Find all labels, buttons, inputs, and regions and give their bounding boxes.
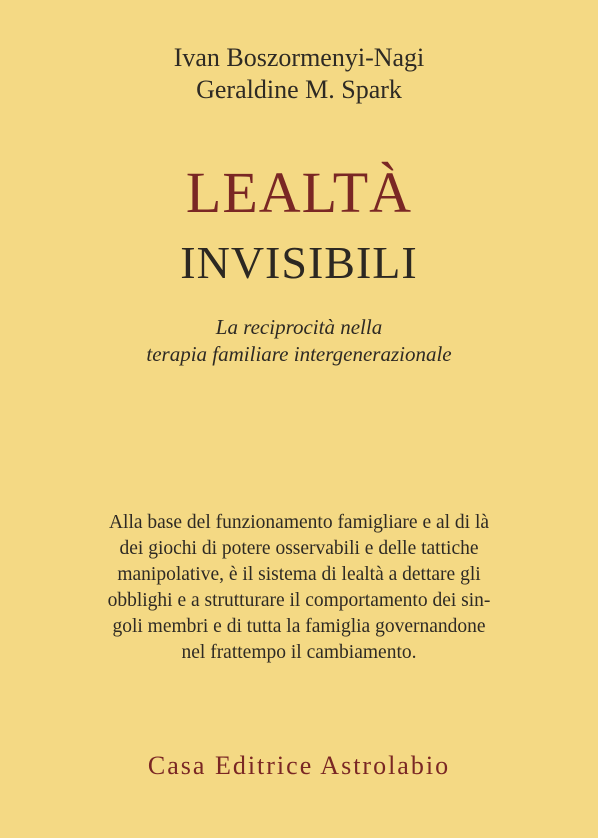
blurb-line: Alla base del funzionamento famigliare e al di là (108, 512, 490, 533)
author-name: Geraldine M. Spark (196, 75, 402, 104)
subtitle (0, 314, 598, 368)
blurb-line: obblighi e a strutturare il comportamento dei sin- (107, 590, 491, 611)
subtitle-line: terapia familiare intergenerazionale (146, 342, 452, 366)
authors (0, 42, 598, 106)
blurb-line: goli membri e di tutta la famiglia governandone (112, 616, 486, 637)
title-sub: INVISIBILI (180, 237, 418, 288)
blurb-line: manipolative, è il sistema di lealtà a dettare gli (117, 564, 481, 585)
subtitle-line: La reciprocità nella (215, 315, 383, 339)
blurb-line: nel frattempo il cambiamento. (181, 642, 417, 663)
blurb-line: dei giochi di potere osservabili e delle tattiche (119, 538, 479, 559)
title-main: LEALTÀ (185, 160, 413, 225)
author-name: Ivan Boszormenyi-Nagi (173, 43, 425, 72)
blurb (0, 510, 598, 666)
publisher-name: Casa Editrice Astrolabio (147, 751, 451, 780)
